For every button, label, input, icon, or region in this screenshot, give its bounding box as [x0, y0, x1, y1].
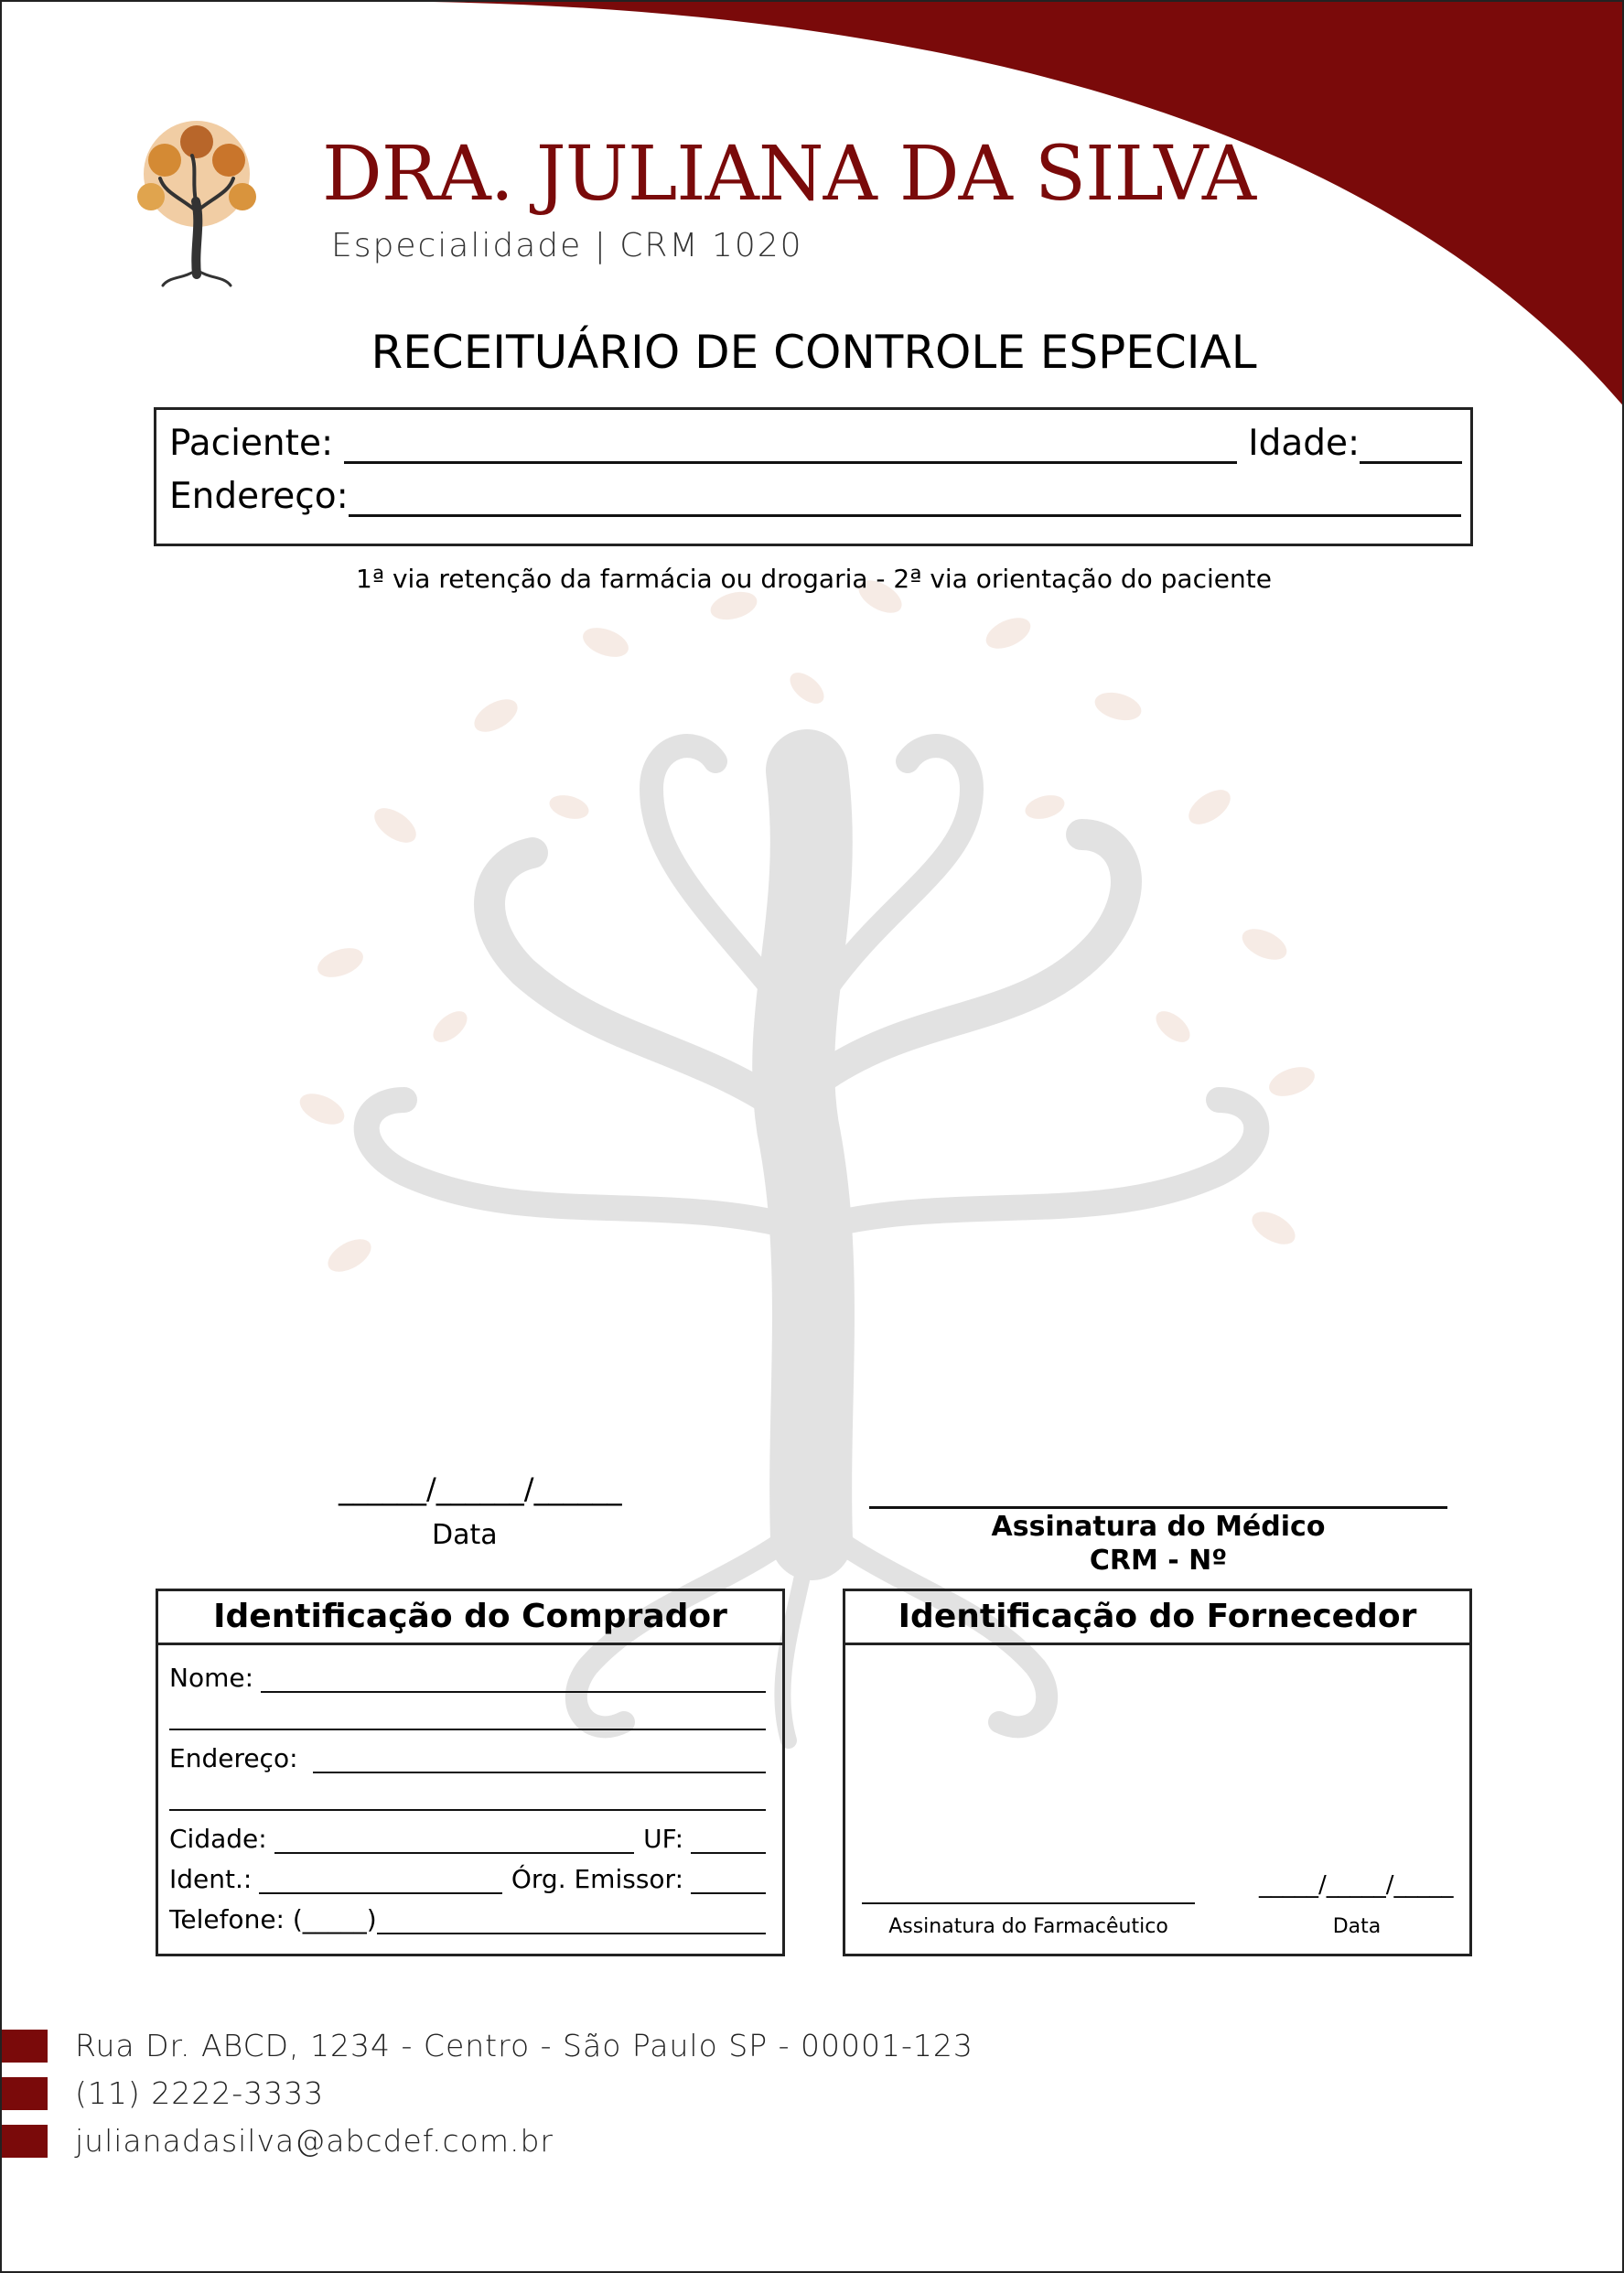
doctor-signature-label: Assinatura do Médico: [991, 1511, 1326, 1543]
age-field[interactable]: [1360, 428, 1462, 464]
contact-address: Rua Dr. ABCD, 1234 - Centro - São Paulo SP - 00001-123: [75, 2028, 973, 2063]
pharmacist-signature-caption: Assinatura do Farmacêutico: [888, 1915, 1168, 1938]
address-field[interactable]: [349, 481, 1461, 517]
patient-name-field[interactable]: [344, 428, 1237, 464]
buyer-city-field[interactable]: [274, 1826, 634, 1854]
specialty-crm-line: Especialidade | CRM 1020: [331, 227, 803, 264]
buyer-phone-label: Telefone: (_____): [169, 1904, 377, 1934]
supplier-date-field[interactable]: _____/_____/_____: [1259, 1871, 1454, 1899]
buyer-name-field-2[interactable]: [169, 1703, 766, 1730]
buyer-address-field[interactable]: [313, 1746, 766, 1773]
phone-marker-icon: [2, 2077, 48, 2110]
buyer-uf-field[interactable]: [691, 1826, 766, 1854]
email-marker-icon: [2, 2125, 48, 2158]
buyer-phone-row: [169, 1904, 766, 1934]
buyer-city-label: Cidade:: [169, 1824, 267, 1854]
buyer-name-label: Nome:: [169, 1663, 254, 1693]
form-title: RECEITUÁRIO DE CONTROLE ESPECIAL: [371, 326, 1257, 379]
patient-info-box: [154, 407, 1473, 546]
supplier-date-caption: Data: [1332, 1915, 1382, 1938]
tree-logo-icon: [119, 119, 274, 293]
copy-route-note: 1ª via retenção da farmácia ou drogaria - 2ª via orientação do paciente: [356, 564, 1272, 594]
address-row: [169, 476, 1461, 517]
buyer-ident-field[interactable]: [259, 1867, 502, 1894]
buyer-ident-label: Ident.:: [169, 1864, 253, 1894]
buyer-issuer-label: Órg. Emissor:: [511, 1864, 683, 1894]
patient-label: Paciente:: [169, 423, 334, 464]
buyer-address-row-2: [169, 1783, 766, 1811]
buyer-city-row: [169, 1824, 766, 1854]
age-label: Idade:: [1248, 423, 1361, 464]
pharmacist-signature-line[interactable]: [862, 1902, 1195, 1904]
doctor-name: DRA. JULIANA DA SILVA: [322, 131, 1256, 218]
buyer-name-field[interactable]: [261, 1665, 766, 1693]
contact-phone: (11) 2222-3333: [75, 2075, 325, 2111]
buyer-issuer-field[interactable]: [691, 1867, 766, 1894]
contact-email[interactable]: julianadasilva@abcdef.com.br: [75, 2123, 554, 2159]
date-caption: Data: [432, 1519, 498, 1551]
buyer-identification-box: [156, 1589, 785, 1956]
supplier-identification-box: [843, 1589, 1472, 1956]
doctor-signature-line[interactable]: [869, 1506, 1447, 1509]
buyer-address-label: Endereço:: [169, 1743, 298, 1773]
address-marker-icon: [2, 2030, 48, 2063]
buyer-box-title: Identificação do Comprador: [158, 1591, 782, 1645]
buyer-address-field-2[interactable]: [169, 1783, 766, 1811]
buyer-ident-row: [169, 1864, 766, 1894]
patient-row: [169, 423, 1462, 464]
buyer-name-row-2: [169, 1703, 766, 1730]
buyer-name-row: [169, 1663, 766, 1693]
prescription-date-field[interactable]: ______/______/______: [339, 1471, 622, 1506]
buyer-phone-field[interactable]: [377, 1907, 766, 1934]
crm-number-label: CRM - Nº: [1089, 1545, 1228, 1577]
doctor-signature-caption: [869, 1510, 1447, 1578]
buyer-address-row: [169, 1743, 766, 1773]
supplier-box-title: Identificação do Fornecedor: [845, 1591, 1469, 1645]
address-label: Endereço:: [169, 476, 349, 517]
buyer-uf-label: UF:: [643, 1824, 683, 1854]
